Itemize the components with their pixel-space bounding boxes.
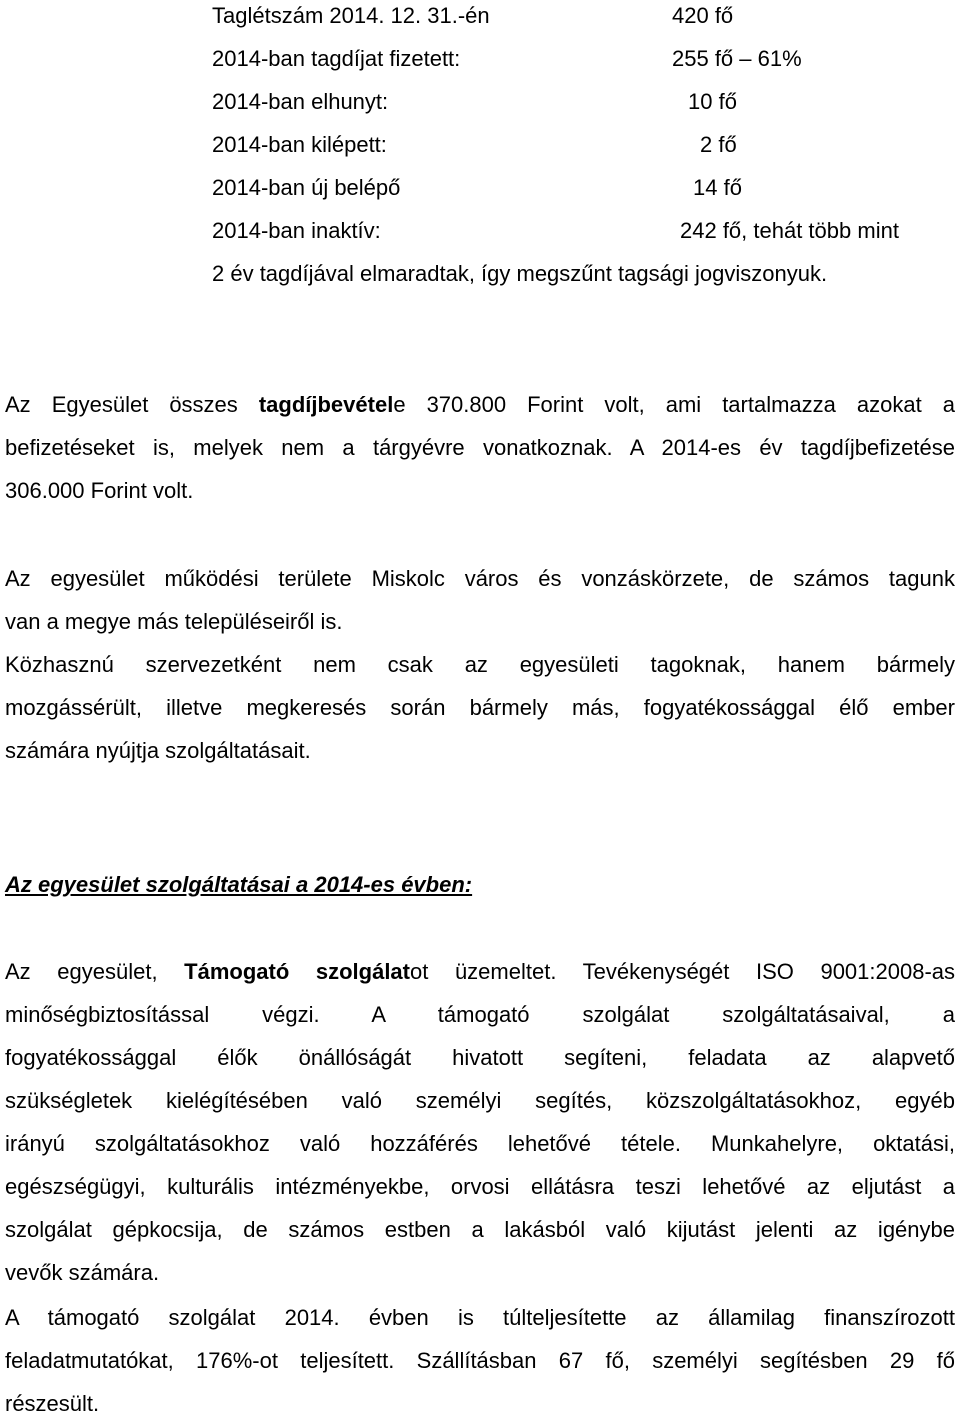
stat-value-paid: 255 fő – 61% xyxy=(672,46,802,71)
stat-value-headcount: 420 fő xyxy=(672,3,734,28)
stat-value-inactive: 242 fő, tehát több mint xyxy=(680,218,899,243)
services-p1-line-5: irányú szolgáltatásokhoz való hozzáférés lehetővé tétele. Munkahelyre, oktatási, xyxy=(5,1131,955,1156)
income-paragraph xyxy=(5,383,955,512)
services-p1-line-6: egészségügyi, kulturális intézményekbe, orvosi ellátásra teszi lehetővé az eljutást a xyxy=(5,1174,955,1199)
income-line-1 xyxy=(5,383,955,426)
income-line-3: 306.000 Forint volt. xyxy=(5,478,194,503)
services-paragraph-1 xyxy=(5,950,955,1294)
services-p1-line-4: szükségletek kielégítésében való személyi segítés, közszolgáltatásokhoz, egyéb xyxy=(5,1088,955,1113)
services-p1-line-1 xyxy=(5,950,955,993)
area-line-2: van a megye más településeiről is. xyxy=(5,609,343,634)
services-p1-post: ot üzemeltet. Tevékenységét ISO 9001:2008-as xyxy=(410,959,956,984)
stat-continuation: 2 év tagdíjával elmaradtak, így megszűnt tagsági jogviszonyuk. xyxy=(212,261,828,286)
area-line-1: Az egyesület működési területe Miskolc város és vonzáskörzete, de számos tagunk xyxy=(5,566,955,591)
income-line-2: befizetéseket is, melyek nem a tárgyévre vonatkoznak. A 2014-es év tagdíjbefizetése xyxy=(5,435,955,460)
stat-label-paid: 2014-ban tagdíjat fizetett: xyxy=(212,46,461,71)
stat-label-left: 2014-ban kilépett: xyxy=(212,132,387,157)
income-bold-term: tagdíjbevétel xyxy=(258,392,394,417)
services-p1-pre: Az egyesület, xyxy=(5,959,185,984)
stat-label-deceased: 2014-ban elhunyt: xyxy=(212,89,389,114)
services-p1-line-7: szolgálat gépkocsija, de számos estben a lakásból való kijutást jelenti az igénybe xyxy=(5,1217,955,1242)
services-p1-line-8: vevők számára. xyxy=(5,1260,160,1285)
income-text-pre: Az Egyesület összes xyxy=(5,392,259,417)
area-line-4: mozgássérült, illetve megkeresés során bármely más, fogyatékossággal élő ember xyxy=(5,695,955,720)
stat-value-new: 14 fő xyxy=(693,175,742,200)
services-p1-line-2: minőségbiztosítással végzi. A támogató szolgálat szolgáltatásaival, a xyxy=(5,1002,955,1027)
area-line-5: számára nyújtja szolgáltatásait. xyxy=(5,738,311,763)
stat-value-deceased: 10 fő xyxy=(688,89,737,114)
services-p2-line-1: A támogató szolgálat 2014. évben is túlteljesítette az államilag finanszírozott xyxy=(5,1305,955,1330)
services-p1-line-3: fogyatékossággal élők önállóságát hivatott segíteni, feladata az alapvető xyxy=(5,1045,955,1070)
area-line-3: Közhasznú szervezetként nem csak az egyesületi tagoknak, hanem bármely xyxy=(5,652,955,677)
stat-label-inactive: 2014-ban inaktív: xyxy=(212,218,381,243)
stat-value-left: 2 fő xyxy=(700,132,737,157)
services-paragraph-2 xyxy=(5,1296,955,1425)
services-bold-term: Támogató szolgálat xyxy=(184,959,410,984)
services-heading: Az egyesület szolgáltatásai a 2014-es évben: xyxy=(5,872,473,897)
stat-label-headcount: Taglétszám 2014. 12. 31.-én xyxy=(212,3,490,28)
area-paragraph xyxy=(5,557,955,772)
stat-label-new: 2014-ban új belépő xyxy=(212,175,401,200)
services-p2-line-2: feladatmutatókat, 176%-ot teljesített. Szállításban 67 fő, személyi segítésben 29 fő xyxy=(5,1348,955,1373)
services-p2-line-3: részesült. xyxy=(5,1391,100,1416)
income-text-post: e 370.800 Forint volt, ami tartalmazza azokat a xyxy=(393,392,955,417)
